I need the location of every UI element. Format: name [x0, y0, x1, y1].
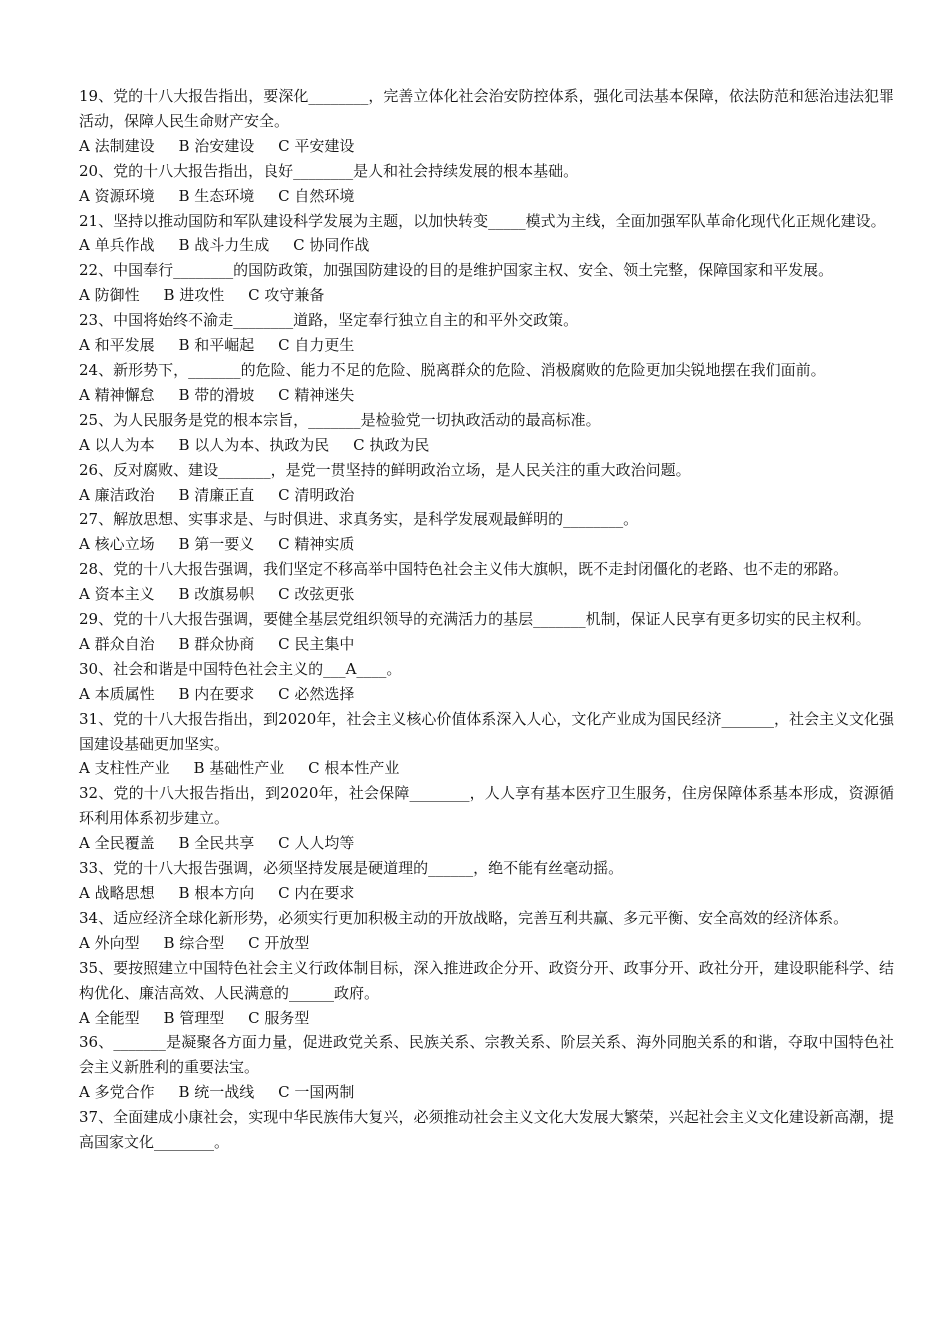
question-text: 29、党的十八大报告强调，要健全基层党组织领导的充满活力的基层_______机制，保证人民享有更多切实的民主权利。 [79, 610, 871, 629]
answer-options: A 资源环境 B 生态环境 C 自然环境 [79, 186, 355, 205]
answer-options: A 全民覆盖 B 全民共享 C 人人均等 [79, 834, 355, 853]
question-item [79, 458, 894, 508]
question-item [79, 1105, 894, 1155]
answer-options: A 廉洁政治 B 清廉正直 C 清明政治 [79, 485, 355, 504]
question-item [79, 657, 894, 707]
question-item [79, 707, 894, 782]
question-text: 20、党的十八大报告指出，良好________是人和社会持续发展的根本基础。 [79, 161, 579, 180]
answer-options: A 全能型 B 管理型 C 服务型 [79, 1008, 310, 1027]
answer-options: A 支柱性产业 B 基础性产业 C 根本性产业 [79, 759, 400, 778]
answer-options: A 多党合作 B 统一战线 C 一国两制 [79, 1083, 355, 1102]
question-text: 33、党的十八大报告强调，必须坚持发展是硬道理的______，绝不能有丝毫动摇。 [79, 859, 624, 878]
answer-options: A 单兵作战 B 战斗力生成 C 协同作战 [79, 236, 370, 255]
question-text: 21、坚持以推动国防和军队建设科学发展为主题，以加快转变_____模式为主线，全面加强军队革命化现代化正规化建设。 [79, 211, 886, 230]
question-item [79, 507, 894, 557]
question-item [79, 258, 894, 308]
question-text: 36、_______是凝聚各方面力量，促进政党关系、民族关系、宗教关系、阶层关系、海外同胞关系的和谐，夺取中国特色社会主义新胜利的重要法宝。 [79, 1033, 894, 1077]
question-text: 32、党的十八大报告指出，到2020年，社会保障________，人人享有基本医疗卫生服务，住房保障体系基本形成，资源循环利用体系初步建立。 [79, 784, 894, 828]
question-text: 35、要按照建立中国特色社会主义行政体制目标，深入推进政企分开、政资分开、政事分开、政社分开，建设职能科学、结构优化、廉洁高效、人民满意的______政府。 [79, 958, 894, 1002]
question-text: 30、社会和谐是中国特色社会主义的___A____。 [79, 659, 402, 678]
question-text: 37、全面建成小康社会，实现中华民族伟大复兴，必须推动社会主义文化大发展大繁荣，兴起社会主义文化建设新高潮，提高国家文化________。 [79, 1108, 894, 1152]
question-item [79, 84, 894, 159]
question-text: 27、解放思想、实事求是、与时俱进、求真务实，是科学发展观最鲜明的________。 [79, 510, 639, 529]
question-text: 25、为人民服务是党的根本宗旨，_______是检验党一切执政活动的最高标准。 [79, 410, 601, 429]
question-item [79, 159, 894, 209]
question-item [79, 358, 894, 408]
question-item [79, 209, 894, 259]
question-item [79, 856, 894, 906]
answer-options: A 本质属性 B 内在要求 C 必然选择 [79, 684, 355, 703]
question-text: 19、党的十八大报告指出，要深化________，完善立体化社会治安防控体系，强化司法基本保障，依法防范和惩治违法犯罪活动，保障人民生命财产安全。 [79, 87, 894, 130]
question-item [79, 557, 894, 607]
answer-options: A 战略思想 B 根本方向 C 内在要求 [79, 884, 355, 902]
answer-options: A 法制建设 B 治安建设 C 平安建设 [79, 136, 355, 155]
answer-options: A 外向型 B 综合型 C 开放型 [79, 933, 310, 952]
answer-options: A 和平发展 B 和平崛起 C 自力更生 [79, 336, 355, 355]
question-item [79, 906, 894, 956]
question-text: 22、中国奉行________的国防政策，加强国防建设的目的是维护国家主权、安全、领土完整，保障国家和平发展。 [79, 261, 834, 280]
question-text: 23、中国将始终不渝走________道路，坚定奉行独立自主的和平外交政策。 [79, 311, 579, 330]
answer-options: A 防御性 B 进攻性 C 攻守兼备 [79, 286, 325, 305]
answer-options: A 核心立场 B 第一要义 C 精神实质 [79, 535, 355, 554]
question-text: 26、反对腐败、建设_______，是党一贯坚持的鲜明政治立场，是人民关注的重大政治问题。 [79, 460, 691, 479]
question-text: 24、新形势下，_______的危险、能力不足的危险、脱离群众的危险、消极腐败的危险更加尖锐地摆在我们面前。 [79, 360, 826, 379]
question-item [79, 408, 894, 458]
answer-options: A 以人为本 B 以人为本、执政为民 C 执政为民 [79, 435, 430, 454]
question-text: 31、党的十八大报告指出，到2020年，社会主义核心价值体系深入人心，文化产业成为国民经济_______，社会主义文化强国建设基础更加坚实。 [79, 709, 894, 753]
question-list [79, 84, 894, 1155]
answer-options: A 资本主义 B 改旗易帜 C 改弦更张 [79, 585, 355, 604]
question-item [79, 1030, 894, 1105]
question-item [79, 308, 894, 358]
question-item [79, 781, 894, 856]
question-item [79, 607, 894, 657]
answer-options: A 群众自治 B 群众协商 C 民主集中 [79, 634, 355, 653]
question-text: 28、党的十八大报告强调，我们坚定不移高举中国特色社会主义伟大旗帜，既不走封闭僵化的老路、也不走的邪路。 [79, 560, 849, 579]
question-item [79, 956, 894, 1031]
question-text: 34、适应经济全球化新形势，必须实行更加积极主动的开放战略，完善互利共赢、多元平衡、安全高效的经济体系。 [79, 908, 849, 927]
answer-options: A 精神懈怠 B 带的滑坡 C 精神迷失 [79, 385, 355, 404]
